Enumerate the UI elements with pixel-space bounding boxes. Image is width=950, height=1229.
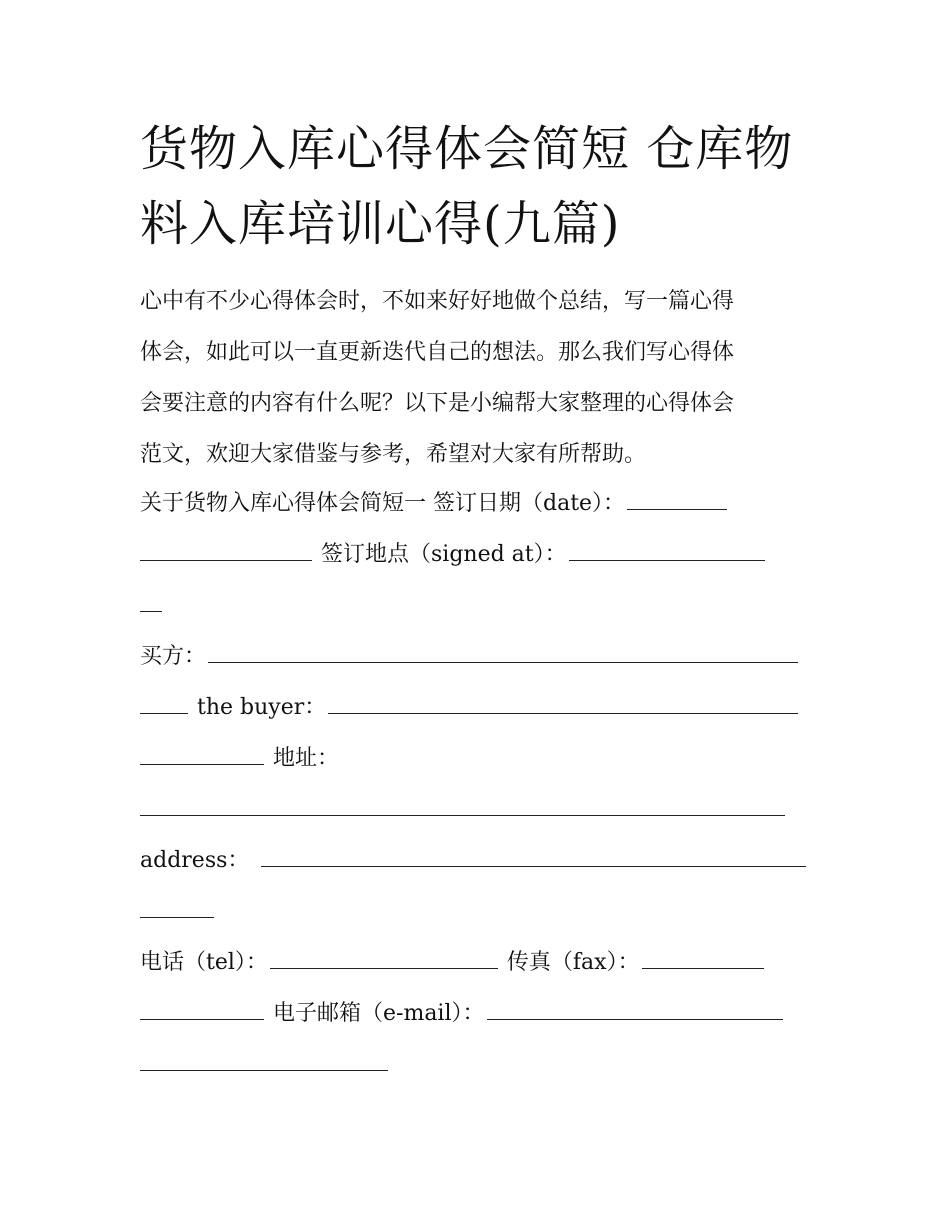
title-line-2: 料入库培训心得(九篇): [140, 196, 621, 252]
intro-line-2: 体会，如此可以一直更新迭代自己的想法。那么我们写心得体: [140, 340, 735, 365]
document-title: [140, 112, 820, 262]
form-row-email-cont: [140, 1039, 820, 1090]
buyer-en-blank-cont: [140, 742, 264, 765]
address-en-blank-cont: [140, 895, 214, 918]
fax-label: 传真（fax）：: [506, 950, 640, 975]
form-row-tel-fax: [140, 937, 820, 988]
address-cn-blank: [140, 793, 785, 816]
buyer-cn-blank: [208, 640, 798, 663]
form-row-place: [140, 529, 820, 580]
intro-line-3: 会要注意的内容有什么呢？以下是小编帮大家整理的心得体会: [140, 391, 735, 416]
buyer-en-label: the buyer：: [197, 695, 327, 720]
fax-blank: [642, 946, 764, 969]
intro-line-4: 范文，欢迎大家借鉴与参考，希望对大家有所帮助。: [140, 442, 647, 467]
form-row-place-cont: [140, 580, 820, 631]
date-blank: [627, 487, 727, 510]
form-row-buyer-en: [140, 682, 820, 733]
email-blank-cont: [140, 1048, 388, 1071]
tel-blank: [270, 946, 498, 969]
signed-at-blank: [569, 538, 765, 561]
form-row-email: [140, 988, 820, 1039]
signed-at-label: 签订地点（signed at）：: [321, 542, 567, 567]
email-label: 电子邮箱（e-mail）：: [273, 1001, 485, 1026]
form-row-buyer: [140, 631, 820, 682]
address-en-label: address：: [140, 848, 250, 873]
form-row-address-blank: [140, 784, 820, 835]
signed-at-blank-cont: [140, 589, 162, 612]
contract-form: [140, 478, 820, 1090]
buyer-cn-label: 买方：: [140, 644, 207, 669]
intro-paragraph: [140, 276, 820, 480]
fax-blank-cont: [140, 997, 264, 1020]
buyer-cn-blank-cont: [140, 691, 188, 714]
title-line-1: 货物入库心得体会简短 仓库物: [140, 121, 794, 177]
form-row-address-en-cont: [140, 886, 820, 937]
tel-label: 电话（tel）：: [140, 950, 268, 975]
form-row-address: [140, 733, 820, 784]
form-row-address-en: [140, 835, 820, 886]
address-en-blank: [261, 844, 806, 867]
date-blank-cont: [140, 538, 312, 561]
address-cn-label: 地址：: [273, 746, 340, 771]
email-blank: [487, 997, 783, 1020]
intro-line-1: 心中有不少心得体会时，不如来好好地做个总结，写一篇心得: [140, 289, 735, 314]
form-row-date: [140, 478, 820, 529]
date-label: 关于货物入库心得体会简短一 签订日期（date）：: [140, 491, 626, 516]
buyer-en-blank: [328, 691, 798, 714]
